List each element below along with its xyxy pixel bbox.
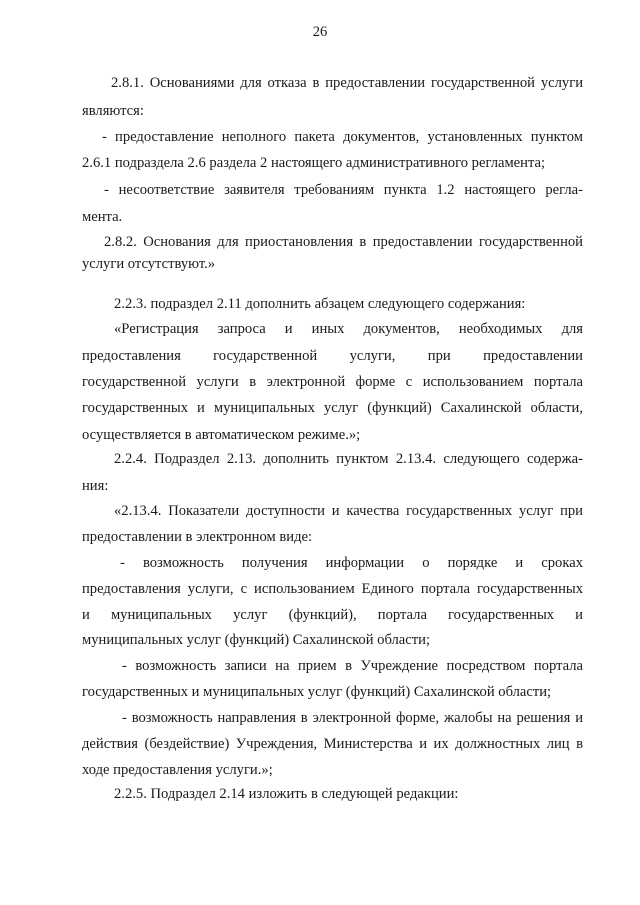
text-line: предоставлении в электронном виде: [82, 529, 313, 545]
text-line: муниципальных услуг (функций) Сахалинской области; [82, 632, 431, 648]
text-line: государственной услуги в электронной форме с использованием портала [82, 374, 583, 390]
text-line: являются: [82, 103, 144, 119]
text-line: «Регистрация запроса и иных документов, необходимых для [114, 321, 583, 337]
text-line: предоставления государственной услуги, при предоставлении [82, 348, 583, 364]
text-line: 2.8.1. Основаниями для отказа в предоставлении государственной услуги [111, 75, 583, 91]
text-line: 2.6.1 подраздела 2.6 раздела 2 настоящего административного регламента; [82, 155, 546, 171]
text-line: 2.2.5. Подраздел 2.14 изложить в следующей редакции: [114, 786, 459, 802]
text-line: 2.8.2. Основания для приостановления в предоставлении государственной [104, 234, 583, 250]
text-line: - возможность записи на прием в Учреждение посредством портала [122, 658, 583, 674]
text-line: услуги отсутствуют.» [82, 256, 216, 272]
text-line: 2.2.4. Подраздел 2.13. дополнить пунктом 2.13.4. следующего содержа- [114, 451, 583, 467]
text-line: 2.2.3. подраздел 2.11 дополнить абзацем следующего содержания: [114, 296, 526, 312]
text-line: ния: [82, 478, 109, 494]
text-line: предоставления услуги, с использованием Единого портала государственных [82, 581, 583, 597]
text-line: действия (бездействие) Учреждения, Министерства и их должностных лиц в [82, 736, 583, 752]
text-line: государственных и муниципальных услуг (функций) Сахалинской области, [82, 400, 583, 416]
text-line: «2.13.4. Показатели доступности и качества государственных услуг при [114, 503, 583, 519]
text-line: - возможность получения информации о порядке и сроках [120, 555, 583, 571]
text-line: ходе предоставления услуги.»; [82, 762, 273, 778]
text-line: - несоответствие заявителя требованиям пункта 1.2 настоящего регла- [104, 182, 583, 198]
page-number: 26 [312, 24, 328, 40]
text-line: и муниципальных услуг (функций), портала государственных и [82, 607, 583, 623]
text-line: мента. [82, 209, 123, 225]
text-line: - предоставление неполного пакета документов, установленных пунктом [102, 129, 583, 145]
text-line: государственных и муниципальных услуг (функций) Сахалинской области; [82, 684, 552, 700]
text-line: - возможность направления в электронной форме, жалобы на решения и [122, 710, 583, 726]
text-line: осуществляется в автоматическом режиме.»; [82, 427, 361, 443]
